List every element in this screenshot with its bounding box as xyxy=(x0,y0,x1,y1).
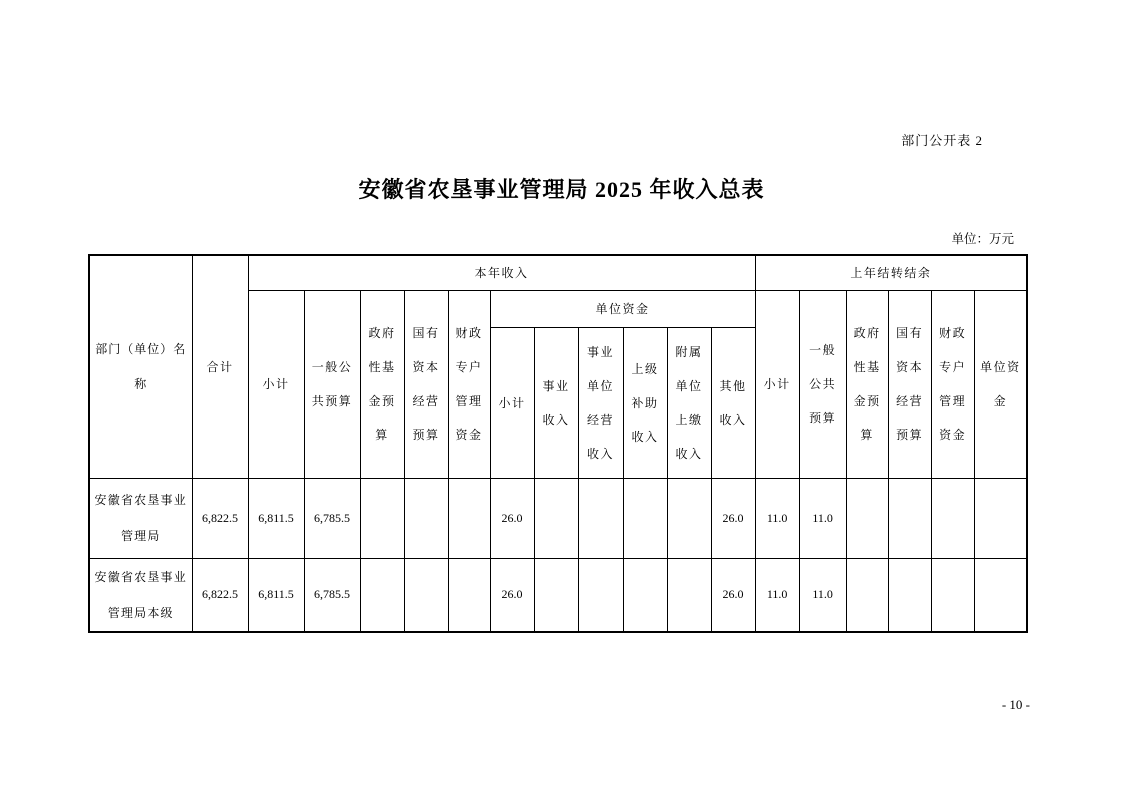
table-cell xyxy=(888,478,931,558)
table-cell xyxy=(578,558,623,632)
table-cell xyxy=(360,478,404,558)
table-cell xyxy=(623,478,667,558)
table-cell: 6,785.5 xyxy=(304,558,360,632)
row-name-cell: 安徽省农垦事业管理局本级 xyxy=(89,558,192,632)
page-number: - 10 - xyxy=(1001,697,1030,712)
table-cell xyxy=(404,558,448,632)
table-cell: 11.0 xyxy=(755,558,799,632)
header-dept-name: 部门（单位）名称 xyxy=(89,255,192,478)
header-py-subtotal: 小计 xyxy=(755,290,799,478)
header-py-state-capital-budget: 国有资本经营预算 xyxy=(888,290,931,478)
header-cy-subtotal: 小计 xyxy=(248,290,304,478)
table-cell xyxy=(623,558,667,632)
table-cell xyxy=(888,558,931,632)
table-cell: 6,811.5 xyxy=(248,558,304,632)
header-uf-subtotal: 小计 xyxy=(490,327,534,478)
table-cell: 26.0 xyxy=(711,478,755,558)
table-cell: 6,822.5 xyxy=(192,478,248,558)
header-uf-operating-income: 事业收入 xyxy=(534,327,578,478)
table-cell xyxy=(667,558,711,632)
header-uf-superior-subsidy-income: 上级补助收入 xyxy=(623,327,667,478)
table-cell xyxy=(931,558,974,632)
header-cy-state-capital-budget: 国有资本经营预算 xyxy=(404,290,448,478)
table-cell: 11.0 xyxy=(755,478,799,558)
header-cy-fiscal-account-funds: 财政专户管理资金 xyxy=(448,290,490,478)
table-cell xyxy=(360,558,404,632)
corner-table-label: 部门公开表 2 xyxy=(901,133,983,148)
header-grand-total: 合计 xyxy=(192,255,248,478)
header-uf-subordinate-remittance-income: 附属单位上缴收入 xyxy=(667,327,711,478)
table-row xyxy=(89,478,1027,558)
header-row-groups xyxy=(89,255,1027,290)
table-container xyxy=(88,254,1028,633)
header-uf-business-operating-income: 事业单位经营收入 xyxy=(578,327,623,478)
header-py-unit-funds: 单位资金 xyxy=(974,290,1027,478)
table-cell xyxy=(578,478,623,558)
table-cell: 6,822.5 xyxy=(192,558,248,632)
table-cell: 6,811.5 xyxy=(248,478,304,558)
header-py-fiscal-account-funds: 财政专户管理资金 xyxy=(931,290,974,478)
table-cell: 11.0 xyxy=(799,478,846,558)
table-cell xyxy=(846,558,888,632)
table-cell: 26.0 xyxy=(490,558,534,632)
income-summary-table xyxy=(88,254,1028,633)
table-cell: 11.0 xyxy=(799,558,846,632)
table-cell: 26.0 xyxy=(711,558,755,632)
page-title: 安徽省农垦事业管理局 2025 年收入总表 xyxy=(358,177,765,202)
table-row xyxy=(89,558,1027,632)
table-cell xyxy=(974,558,1027,632)
row-name-cell: 安徽省农垦事业管理局 xyxy=(89,478,192,558)
table-cell: 6,785.5 xyxy=(304,478,360,558)
header-cy-govt-fund-budget: 政府性基金预算 xyxy=(360,290,404,478)
header-prior-year-carryover: 上年结转结余 xyxy=(755,255,1027,290)
table-cell xyxy=(448,558,490,632)
table-cell xyxy=(974,478,1027,558)
header-current-year-income: 本年收入 xyxy=(248,255,755,290)
header-unit-funds-group: 单位资金 xyxy=(490,290,755,327)
table-cell xyxy=(448,478,490,558)
table-cell xyxy=(931,478,974,558)
table-cell xyxy=(667,478,711,558)
header-uf-other-income: 其他收入 xyxy=(711,327,755,478)
table-cell xyxy=(404,478,448,558)
table-cell xyxy=(846,478,888,558)
unit-note: 单位：万元 xyxy=(951,232,1014,246)
table-cell xyxy=(534,558,578,632)
table-cell: 26.0 xyxy=(490,478,534,558)
header-py-general-public-budget: 一般公共预算 xyxy=(799,290,846,478)
header-cy-general-public-budget: 一般公共预算 xyxy=(304,290,360,478)
table-cell xyxy=(534,478,578,558)
header-py-govt-fund-budget: 政府性基金预算 xyxy=(846,290,888,478)
